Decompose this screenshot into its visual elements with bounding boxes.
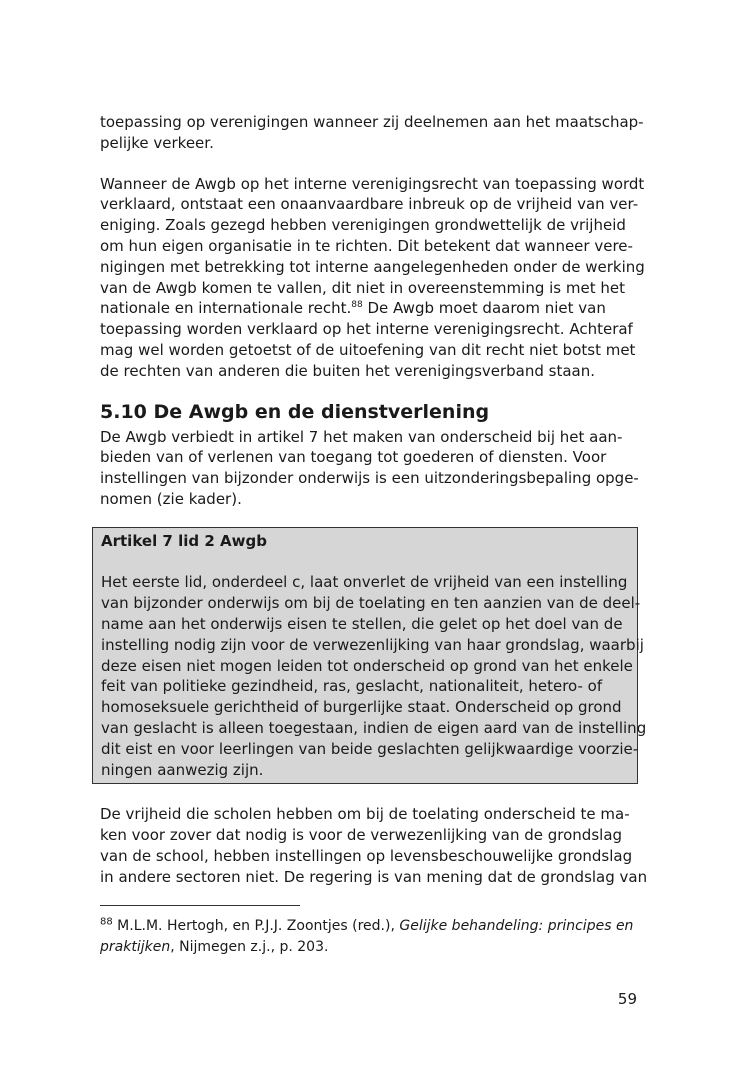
footnote-title: praktijken — [100, 938, 171, 955]
text-line: eniging. Zoals gezegd hebben verenigingen grondwettelijk de vrijheid — [100, 216, 626, 235]
box-title: Artikel 7 lid 2 Awgb — [101, 531, 267, 550]
text-line — [100, 937, 640, 958]
text-line: ken voor zover dat nodig is voor de verwezenlijking van de grondslag — [100, 826, 623, 845]
text-line: nigingen met betrekking tot interne aangelegenheden onder de werking — [100, 257, 645, 276]
footnote — [100, 916, 640, 958]
text-line — [100, 916, 640, 937]
page-body — [100, 112, 648, 958]
text-line: van de Awgb komen te vallen, dit niet in overeenstemming is met het — [100, 278, 625, 297]
text-line: ningen aanwezig zijn. — [101, 760, 264, 779]
text-line: toepassing op verenigingen wanneer zij deelnemen aan het maatschap- — [100, 113, 644, 131]
text-fragment: , Nijmegen z.j., p. 203. — [170, 938, 329, 955]
text-line: bieden van of verlenen van toegang tot goederen of diensten. Voor — [100, 448, 607, 467]
paragraph-3 — [100, 427, 640, 510]
text-line: van geslacht is alleen toegestaan, indien de eigen aard van de instelling — [101, 718, 647, 737]
paragraph-4 — [100, 804, 648, 887]
text-line: Het eerste lid, onderdeel c, laat onverlet de vrijheid van een instelling — [101, 573, 628, 592]
text-line: feit van politieke gezindheid, ras, geslacht, nationaliteit, hetero- of — [101, 677, 603, 696]
text-fragment: De Awgb moet daarom niet van — [362, 299, 606, 318]
text-line: deze eisen niet mogen leiden tot onderscheid op grond van het enkele — [101, 656, 633, 675]
text-line: nomen (zie kader). — [100, 489, 242, 508]
text-fragment: M.L.M. Hertogh, en P.J.J. Zoontjes (red.), — [112, 917, 400, 934]
text-line: De vrijheid die scholen hebben om bij de toelating onderscheid te ma- — [100, 805, 630, 824]
text-line: De Awgb verbiedt in artikel 7 het maken van onderscheid bij het aan- — [100, 427, 623, 446]
text-line: instelling nodig zijn voor de verwezenlijking van haar grondslag, waarbij — [101, 635, 644, 654]
paragraph-1 — [100, 112, 644, 154]
article-quote-box — [92, 527, 647, 785]
text-line: Wanneer de Awgb op het interne verenigingsrecht van toepassing wordt — [100, 174, 645, 193]
text-fragment: nationale en internationale recht. — [100, 299, 352, 318]
text-line: dit eist en voor leerlingen van beide geslachten gelijkwaardige voorzie- — [101, 739, 639, 758]
text-line: van de school, hebben instellingen op levensbeschouwelijke grondslag — [100, 846, 633, 865]
paragraph-2 — [100, 174, 645, 382]
text-line: om hun eigen organisatie in te richten. Dit betekent dat wanneer vere- — [100, 236, 633, 255]
text-line: mag wel worden getoetst of de uitoefening van dit recht niet botst met — [100, 340, 636, 359]
footnote-reference[interactable]: 88 — [351, 300, 363, 311]
text-line: de rechten van anderen die buiten het verenigingsverband staan. — [100, 361, 596, 380]
text-line: instellingen van bijzonder onderwijs is een uitzonderingsbepaling opge- — [100, 469, 639, 488]
page-number: 59 — [617, 990, 637, 1008]
section-heading: 5.10 De Awgb en de dienstverlening — [100, 400, 490, 423]
footnote-number: 88 — [100, 915, 113, 927]
text-line: homoseksuele gerichtheid of burgerlijke staat. Onderscheid op grond — [101, 698, 622, 717]
text-line: in andere sectoren niet. De regering is van mening dat de grondslag van — [100, 867, 648, 886]
text-line: pelijke verkeer. — [100, 133, 214, 152]
text-line — [100, 298, 640, 319]
box-text — [101, 572, 647, 780]
footnote-title: Gelijke behandeling: principes en — [399, 917, 634, 934]
text-line: verklaard, ontstaat een onaanvaardbare inbreuk op de vrijheid van ver- — [100, 195, 639, 214]
footnote-separator — [100, 905, 300, 906]
text-line: van bijzonder onderwijs om bij de toelating en ten aanzien van de deel- — [101, 594, 641, 613]
text-line: toepassing worden verklaard op het interne verenigingsrecht. Achteraf — [100, 320, 633, 339]
text-line: name aan het onderwijs eisen te stellen, die gelet op het doel van de — [101, 614, 623, 633]
